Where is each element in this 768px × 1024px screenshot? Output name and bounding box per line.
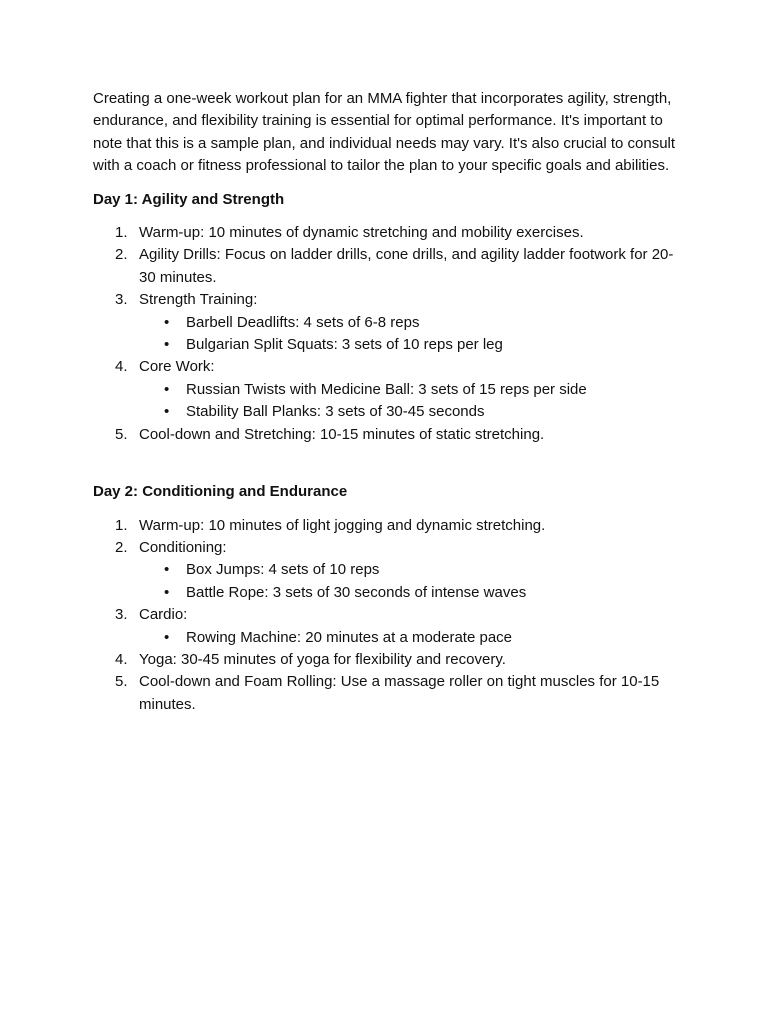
bullet-icon: •	[164, 628, 170, 646]
sub-list-item	[164, 379, 683, 401]
intro-paragraph: Creating a one-week workout plan for an MMA fighter that incorporates agility, strength, endurance, and flexibility training is essential for optimal performance. It's important to note that this is a sample plan, and individual needs may vary. It's also crucial to consult with a coach or fitness professional to tailor the plan to your specific goals and abilities.	[93, 90, 676, 175]
list-item	[115, 604, 683, 649]
list-item	[115, 515, 683, 537]
list-number: 4.	[115, 650, 128, 668]
sub-list-item-text: Rowing Machine: 20 minutes at a moderate pace	[186, 628, 513, 646]
list-item-text: Cool-down and Foam Rolling: Use a massage roller on tight muscles for 10-15 minutes.	[139, 673, 660, 713]
list-number: 3.	[115, 291, 128, 309]
day-2-heading: Day 2: Conditioning and Endurance	[93, 483, 348, 501]
sub-list	[139, 379, 683, 424]
day-1-heading: Day 1: Agility and Strength	[93, 190, 285, 208]
bullet-icon: •	[164, 403, 170, 421]
list-item-text: Warm-up: 10 minutes of light jogging and dynamic stretching.	[139, 516, 546, 534]
list-number: 5.	[115, 425, 128, 443]
list-number: 2.	[115, 538, 128, 556]
list-item-text: Yoga: 30-45 minutes of yoga for flexibility and recovery.	[139, 650, 506, 668]
list-item-text: Cardio:	[139, 606, 188, 624]
list-item	[115, 537, 683, 604]
list-item-text: Warm-up: 10 minutes of dynamic stretching and mobility exercises.	[139, 224, 584, 242]
sub-list	[139, 627, 683, 649]
list-item	[115, 222, 683, 244]
list-number: 3.	[115, 606, 128, 624]
sub-list-item-text: Barbell Deadlifts: 4 sets of 6-8 reps	[186, 313, 420, 331]
list-item	[115, 356, 683, 423]
list-item	[115, 671, 683, 716]
bullet-icon: •	[164, 380, 170, 398]
sub-list-item	[164, 401, 683, 423]
bullet-icon: •	[164, 313, 170, 331]
list-item-text: Agility Drills: Focus on ladder drills, cone drills, and agility ladder footwork for 20-30 minutes.	[139, 246, 674, 286]
sub-list-item	[164, 559, 683, 581]
list-item	[115, 649, 683, 671]
sub-list-item	[164, 582, 683, 604]
sub-list-item	[164, 312, 683, 334]
sub-list-item-text: Battle Rope: 3 sets of 30 seconds of intense waves	[186, 583, 527, 601]
day-2-list	[93, 515, 683, 717]
document-page	[93, 88, 683, 716]
bullet-icon: •	[164, 336, 170, 354]
list-item	[115, 424, 683, 446]
day-1-list	[93, 222, 683, 446]
sub-list	[139, 312, 683, 357]
list-number: 2.	[115, 246, 128, 264]
sub-list-item-text: Bulgarian Split Squats: 3 sets of 10 reps per leg	[186, 336, 503, 354]
list-item-text: Cool-down and Stretching: 10-15 minutes of static stretching.	[139, 425, 545, 443]
list-item-text: Core Work:	[139, 358, 215, 376]
list-item-text: Conditioning:	[139, 538, 227, 556]
sub-list-item-text: Stability Ball Planks: 3 sets of 30-45 seconds	[186, 403, 485, 421]
bullet-icon: •	[164, 561, 170, 579]
list-item-text: Strength Training:	[139, 291, 258, 309]
list-number: 4.	[115, 358, 128, 376]
sub-list-item	[164, 627, 683, 649]
list-item	[115, 244, 683, 289]
list-number: 5.	[115, 673, 128, 691]
sub-list-item-text: Box Jumps: 4 sets of 10 reps	[186, 561, 380, 579]
list-number: 1.	[115, 516, 128, 534]
sub-list	[139, 559, 683, 604]
sub-list-item	[164, 334, 683, 356]
bullet-icon: •	[164, 583, 170, 601]
sub-list-item-text: Russian Twists with Medicine Ball: 3 sets of 15 reps per side	[186, 380, 587, 398]
list-number: 1.	[115, 224, 128, 242]
list-item	[115, 289, 683, 356]
